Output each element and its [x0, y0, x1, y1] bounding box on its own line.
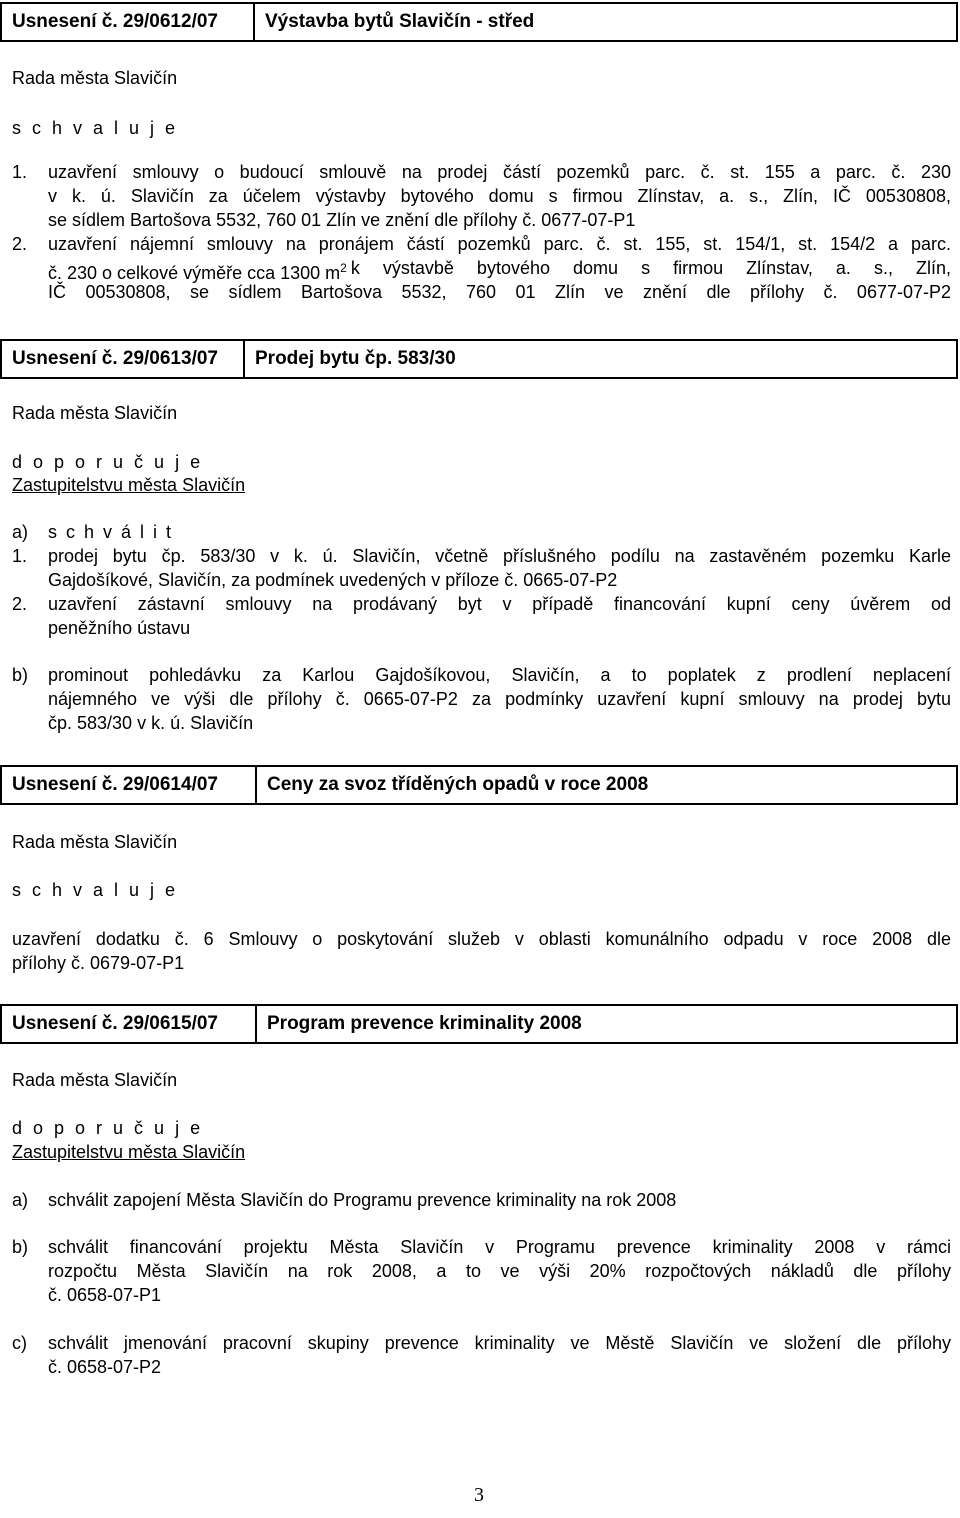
resolution-header-4 [0, 1004, 958, 1044]
item-text-line: čp. 583/30 v k. ú. Slavičín [48, 713, 254, 733]
resolution-title: Výstavba bytů Slavičín - střed [265, 11, 535, 32]
point-verb: s c h v á l i t [48, 522, 174, 542]
item-text-line: schválit jmenování pracovní skupiny prevence kriminality ve Městě Slavičín ve složení dle přílohy [48, 1333, 951, 1353]
item-text-line: schválit zapojení Města Slavičín do Programu prevence kriminality na rok 2008 [48, 1190, 677, 1210]
resolution-header-2 [0, 339, 958, 379]
point-label: c) [12, 1333, 27, 1353]
item-text-line: uzavření smlouvy o budoucí smlouvě na prodej částí pozemků parc. č. st. 155 a parc. č. 230 [48, 162, 951, 182]
item-text-line: č. 0658-07-P1 [48, 1285, 162, 1305]
item-text-line: uzavření zástavní smlouvy na prodávaný byt v případě financování kupní ceny úvěrem od [48, 594, 951, 614]
council-name: Rada města Slavičín [12, 1070, 178, 1090]
item-number: 1. [12, 546, 28, 566]
item-text-line: uzavření nájemní smlouvy na pronájem částí pozemků parc. č. st. 155, st. 154/1, st. 154/2 a parc. [48, 234, 951, 254]
item-text-line: peněžního ústavu [48, 618, 191, 638]
item-text-line: přílohy č. 0679-07-P1 [12, 953, 185, 973]
resolution-number: Usnesení č. 29/0615/07 [2, 1006, 257, 1042]
resolution-header-3 [0, 765, 958, 805]
resolution-header-1 [0, 2, 958, 42]
item-text-line: uzavření dodatku č. 6 Smlouvy o poskytování služeb v oblasti komunálního odpadu v roce 2008 dle [12, 929, 951, 949]
point-label: a) [12, 522, 29, 542]
page-number: 3 [474, 1484, 484, 1506]
item-text-line: prominout pohledávku za Karlou Gajdošíkovou, Slavičín, a to poplatek z prodlení neplacení [48, 665, 951, 685]
resolution-title: Program prevence kriminality 2008 [267, 1013, 582, 1034]
item-text-line: nájemného ve výši dle přílohy č. 0665-07-P2 za podmínky uzavření kupní smlouvy na prodej bytu [48, 689, 951, 709]
item-number: 1. [12, 162, 28, 182]
resolution-number: Usnesení č. 29/0613/07 [2, 341, 245, 377]
item-text-line: rozpočtu Města Slavičín na rok 2008, a to ve výši 20% rozpočtových nákladů dle přílohy [48, 1261, 951, 1281]
resolution-number: Usnesení č. 29/0614/07 [2, 767, 257, 803]
target-body: Zastupitelstvu města Slavičín [12, 1142, 246, 1162]
item-number: 2. [12, 594, 28, 614]
resolution-verb: d o p o r u č u j e [12, 1118, 204, 1138]
resolution-verb: d o p o r u č u j e [12, 452, 204, 472]
council-name: Rada města Slavičín [12, 68, 178, 88]
council-name: Rada města Slavičín [12, 403, 178, 423]
resolution-verb: s c h v a l u j e [12, 118, 179, 138]
council-name: Rada města Slavičín [12, 832, 178, 852]
item-text-line: prodej bytu čp. 583/30 v k. ú. Slavičín, včetně příslušného podílu na zastavěném pozemku Karle [48, 546, 951, 566]
superscript: 2 [340, 261, 347, 275]
item-text-line [48, 257, 951, 284]
resolution-verb: s c h v a l u j e [12, 880, 179, 900]
item-text-line: č. 0658-07-P2 [48, 1357, 162, 1377]
area-text-rest: k výstavbě bytového domu s firmou Zlínstav, a. s., Zlín, [350, 258, 951, 278]
item-text-line: Gajdošíkové, Slavičín, za podmínek uvedených v příloze č. 0665-07-P2 [48, 570, 618, 590]
target-body: Zastupitelstvu města Slavičín [12, 475, 246, 495]
point-label: a) [12, 1190, 29, 1210]
resolution-number: Usnesení č. 29/0612/07 [2, 4, 255, 40]
item-text-line: v k. ú. Slavičín za účelem výstavby bytového domu s firmou Zlínstav, a. s., Zlín, IČ 00530808, [48, 186, 951, 206]
resolution-title: Ceny za svoz tříděných opadů v roce 2008 [267, 774, 649, 795]
item-number: 2. [12, 234, 28, 254]
point-label: b) [12, 665, 29, 685]
item-text-line: se sídlem Bartošova 5532, 760 01 Zlín ve znění dle přílohy č. 0677-07-P1 [48, 210, 636, 230]
resolution-title: Prodej bytu čp. 583/30 [255, 348, 456, 369]
area-text: č. 230 o celkové výměře cca 1300 $m^2$ [48, 261, 347, 283]
item-text-line: IČ 00530808, se sídlem Bartošova 5532, 760 01 Zlín ve znění dle přílohy č. 0677-07-P2 [48, 282, 951, 302]
item-text-line: schválit financování projektu Města Slavičín v Programu prevence kriminality 2008 v rámci [48, 1237, 951, 1257]
point-label: b) [12, 1237, 29, 1257]
